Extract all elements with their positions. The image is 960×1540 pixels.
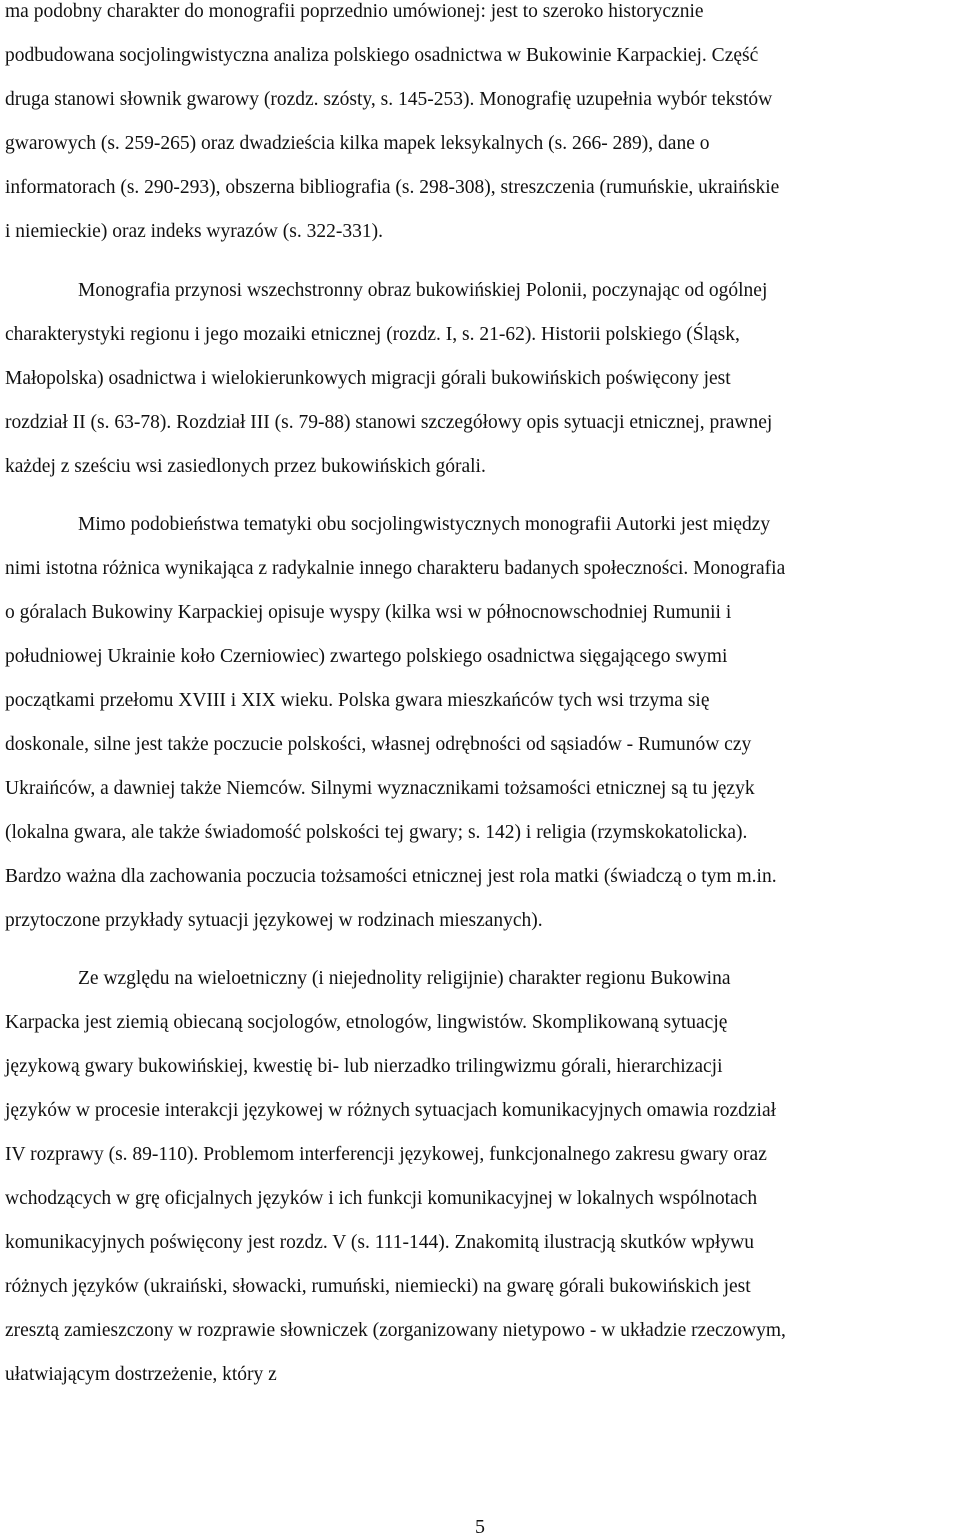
paragraph-4-line-1: Ze względu na wieloetniczny (i niejednolity religijnie) charakter regionu Bukowina xyxy=(78,968,731,989)
paragraph-4-line-3: językową gwary bukowińskiej, kwestię bi- lub nierzadko trilingwizmu górali, hierarchizacji xyxy=(5,1056,723,1077)
paragraph-2-line-3: Małopolska) osadnictwa i wielokierunkowych migracji górali bukowińskich poświęcony jest xyxy=(5,368,731,389)
paragraph-2-line-4: rozdział II (s. 63-78). Rozdział III (s. 79-88) stanowi szczegółowy opis sytuacji etnicznej, prawnej xyxy=(5,412,773,433)
paragraph-4-line-7: komunikacyjnych poświęcony jest rozdz. V (s. 111-144). Znakomitą ilustracją skutków wpływu xyxy=(5,1232,754,1253)
paragraph-4-line-6: wchodzących w grę oficjalnych języków i ich funkcji komunikacyjnej w lokalnych wspólnotach xyxy=(5,1188,758,1209)
page-number: 5 xyxy=(475,1516,485,1538)
paragraph-1-line-1: ma podobny charakter do monografii poprzednio umówionej: jest to szeroko historycznie xyxy=(5,1,704,22)
paragraph-3-line-3: o góralach Bukowiny Karpackiej opisuje wyspy (kilka wsi w północnowschodniej Rumunii i xyxy=(5,602,732,623)
paragraph-2-line-1: Monografia przynosi wszechstronny obraz bukowińskiej Polonii, poczynając od ogólnej xyxy=(78,280,768,301)
paragraph-4-line-10: ułatwiającym dostrzeżenie, który z xyxy=(5,1364,277,1385)
paragraph-3-line-4: południowej Ukrainie koło Czerniowiec) zwartego polskiego osadnictwa sięgającego swymi xyxy=(5,646,728,667)
paragraph-3-line-9: Bardzo ważna dla zachowania poczucia tożsamości etnicznej jest rola matki (świadczą o tym m.in. xyxy=(5,866,777,887)
paragraph-2-line-2: charakterystyki regionu i jego mozaiki etnicznej (rozdz. I, s. 21-62). Historii polskiego (Śląsk, xyxy=(5,324,740,345)
paragraph-4-line-8: różnych języków (ukraiński, słowacki, rumuński, niemiecki) na gwarę górali bukowińskich jest xyxy=(5,1276,751,1297)
paragraph-3-line-5: początkami przełomu XVIII i XIX wieku. Polska gwara mieszkańców tych wsi trzyma się xyxy=(5,690,710,711)
paragraph-3-line-8: (lokalna gwara, ale także świadomość polskości tej gwary; s. 142) i religia (rzymskokatolicka). xyxy=(5,822,748,843)
paragraph-2-line-5: każdej z sześciu wsi zasiedlonych przez bukowińskich górali. xyxy=(5,456,486,477)
paragraph-4-line-4: języków w procesie interakcji językowej w różnych sytuacjach komunikacyjnych omawia rozdział xyxy=(5,1100,777,1121)
paragraph-4-line-2: Karpacka jest ziemią obiecaną socjologów, etnologów, lingwistów. Skomplikowaną sytuację xyxy=(5,1012,728,1033)
paragraph-3-line-10: przytoczone przykłady sytuacji językowej w rodzinach mieszanych). xyxy=(5,910,543,931)
paragraph-1-line-3: druga stanowi słownik gwarowy (rozdz. szósty, s. 145-253). Monografię uzupełnia wybór tekstów xyxy=(5,89,773,110)
paragraph-3-line-7: Ukraińców, a dawniej także Niemców. Silnymi wyznacznikami tożsamości etnicznej są tu język xyxy=(5,778,755,799)
paragraph-1-line-5: informatorach (s. 290-293), obszerna bibliografia (s. 298-308), streszczenia (rumuńskie, ukraińskie xyxy=(5,177,780,198)
paragraph-4-line-9: zresztą zamieszczony w rozprawie słowniczek (zorganizowany nietypowo - w układzie rzeczowym, xyxy=(5,1320,786,1341)
paragraph-3-line-6: doskonale, silne jest także poczucie polskości, własnej odrębności od sąsiadów - Rumunów czy xyxy=(5,734,752,755)
paragraph-1-line-4: gwarowych (s. 259-265) oraz dwadzieścia kilka mapek leksykalnych (s. 266- 289), dane o xyxy=(5,133,710,154)
paragraph-3-line-1: Mimo podobieństwa tematyki obu socjolingwistycznych monografii Autorki jest między xyxy=(78,514,771,535)
paragraph-3-line-2: nimi istotna różnica wynikająca z radykalnie innego charakteru badanych społeczności. Monografia xyxy=(5,558,786,579)
paragraph-1-line-6: i niemieckie) oraz indeks wyrazów (s. 322-331). xyxy=(5,221,383,242)
paragraph-4-line-5: IV rozprawy (s. 89-110). Problemom interferencji językowej, funkcjonalnego zakresu gwary oraz xyxy=(5,1144,767,1165)
paragraph-1-line-2: podbudowana socjolingwistyczna analiza polskiego osadnictwa w Bukowinie Karpackiej. Część xyxy=(5,45,759,66)
